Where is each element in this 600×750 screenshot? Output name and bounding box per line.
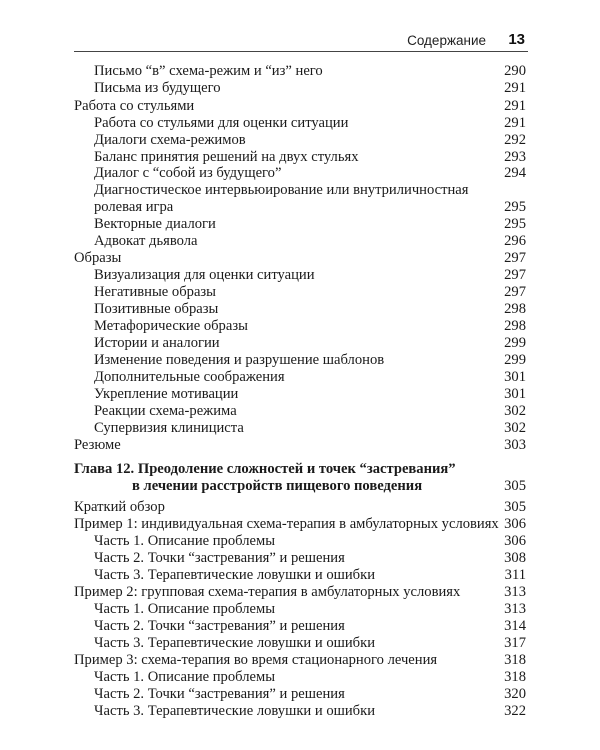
toc-entry-page: 293 <box>504 149 526 165</box>
toc-entry-title: Письма из будущего <box>94 80 221 96</box>
toc-entry-title: Письмо “в” схема-режим и “из” него <box>94 63 323 79</box>
running-header-title: Содержание <box>407 33 486 48</box>
toc-entry <box>0 79 600 98</box>
toc-entry-title: Истории и аналогии <box>94 335 220 351</box>
toc-entry-title: Баланс принятия решений на двух стульях <box>94 149 359 165</box>
toc-entry-page: 302 <box>504 403 526 419</box>
toc-entry-page: 298 <box>504 301 526 317</box>
toc-entry-page: 290 <box>504 63 526 79</box>
toc-entry-page: 306 <box>504 533 526 549</box>
toc-entry-page: 313 <box>504 584 526 600</box>
toc-entry-title: Часть 1. Описание проблемы <box>94 533 276 549</box>
toc-entry-page: 305 <box>504 499 526 515</box>
toc-entry-title: Метафорические образы <box>94 318 248 334</box>
toc-entry-page: 322 <box>504 703 526 719</box>
toc-entry-title: Диалоги схема-режимов <box>94 132 246 148</box>
toc-entry <box>0 436 600 455</box>
toc-entry-title: Часть 3. Терапевтические ловушки и ошибки <box>94 567 376 583</box>
toc-entry-title: Дополнительные соображения <box>94 369 285 385</box>
toc-entry-page: 318 <box>504 669 526 685</box>
toc-entry-title: Краткий обзор <box>74 499 165 515</box>
toc-entry-title: Изменение поведения и разрушение шаблонов <box>94 352 385 368</box>
toc-entry-title: Пример 3: схема-терапия во время стационарного лечения <box>74 652 438 668</box>
chapter-page: 305 <box>504 478 526 494</box>
toc-entry-title: Часть 2. Точки “застревания” и решения <box>94 686 345 702</box>
chapter-heading <box>0 477 600 496</box>
toc-entry-title: Реакции схема-режима <box>94 403 237 419</box>
toc-entry-page: 301 <box>504 369 526 385</box>
toc-entry-title: Часть 2. Точки “застревания” и решения <box>94 550 345 566</box>
toc-entry-page: 297 <box>504 250 526 266</box>
toc-entry-page: 294 <box>504 165 526 181</box>
toc-entry-page: 296 <box>504 233 526 249</box>
toc-entry-page: 298 <box>504 318 526 334</box>
toc-entry-page: 311 <box>504 567 526 583</box>
toc-entry-title: Часть 3. Терапевтические ловушки и ошибки <box>94 635 376 651</box>
toc-entry-page: 306 <box>504 516 526 532</box>
toc-entry-page: 320 <box>504 686 526 702</box>
page-number: 13 <box>508 31 525 48</box>
toc-entry-page: 302 <box>504 420 526 436</box>
chapter-title: Глава 12. Преодоление сложностей и точек “застревания” <box>74 461 456 477</box>
toc-entry-page: 301 <box>504 386 526 402</box>
toc-entry-title: Часть 1. Описание проблемы <box>94 601 276 617</box>
toc-entry-title: Адвокат дьявола <box>94 233 198 249</box>
toc-entry-title: Работа со стульями <box>74 98 195 114</box>
toc-entry-page: 317 <box>504 635 526 651</box>
toc-entry-title: Супервизия клинициста <box>94 420 244 436</box>
toc-entry-title: Векторные диалоги <box>94 216 216 232</box>
toc-entry-page: 314 <box>504 618 526 634</box>
toc-entry-page: 291 <box>504 80 526 96</box>
toc-entry-title: Позитивные образы <box>94 301 219 317</box>
toc-entry-title: Резюме <box>74 437 121 453</box>
toc-entry-title: Негативные образы <box>94 284 216 300</box>
toc-entry-page: 291 <box>504 98 526 114</box>
toc-entry-page: 295 <box>504 216 526 232</box>
toc-entry-title: Работа со стульями для оценки ситуации <box>94 115 349 131</box>
toc-entry-page: 292 <box>504 132 526 148</box>
toc-entry-title: Пример 1: индивидуальная схема-терапия в амбулаторных условиях <box>74 516 499 532</box>
toc-entry-page: 303 <box>504 437 526 453</box>
toc-entry-title: Укрепление мотивации <box>94 386 239 402</box>
toc-entry-page: 308 <box>504 550 526 566</box>
toc-entry-title: Часть 2. Точки “застревания” и решения <box>94 618 345 634</box>
chapter-title: в лечении расстройств пищевого поведения <box>132 478 423 494</box>
toc-entry-page: 291 <box>504 115 526 131</box>
toc-entry <box>0 702 600 721</box>
toc-entry-title: Диагностическое интервьюирование или внутриличностная <box>94 182 469 198</box>
toc-entry-title: Часть 3. Терапевтические ловушки и ошибки <box>94 703 376 719</box>
toc-entry-title: Часть 1. Описание проблемы <box>94 669 276 685</box>
toc-entry-page: 318 <box>504 652 526 668</box>
toc-entry-title: Визуализация для оценки ситуации <box>94 267 315 283</box>
toc-entry-title: Пример 2: групповая схема-терапия в амбулаторных условиях <box>74 584 461 600</box>
toc-entry-page: 297 <box>504 284 526 300</box>
toc-entry-page: 299 <box>504 335 526 351</box>
toc-entry-page: 297 <box>504 267 526 283</box>
toc-entry-title: ролевая игра <box>94 199 174 215</box>
toc-entry-title: Образы <box>74 250 122 266</box>
toc-entry-page: 313 <box>504 601 526 617</box>
toc-entry-page: 295 <box>504 199 526 215</box>
toc-entry-title: Диалог с “собой из будущего” <box>94 165 282 181</box>
toc-entry-page: 299 <box>504 352 526 368</box>
